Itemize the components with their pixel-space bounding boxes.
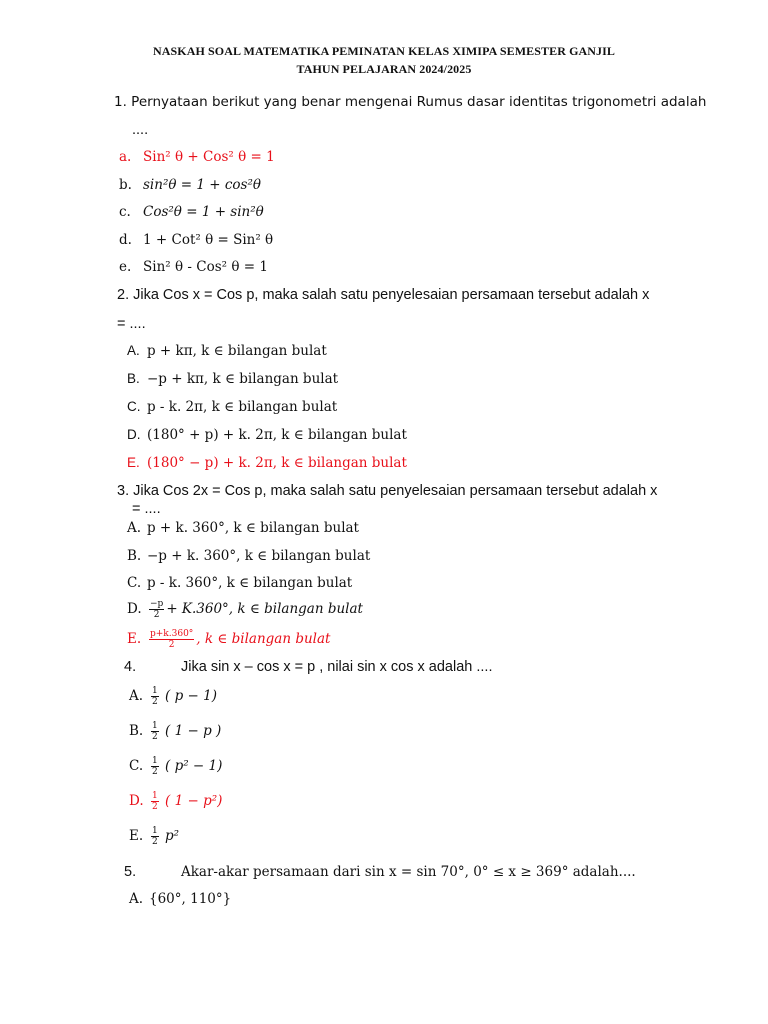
- fraction-denominator: 2: [152, 697, 158, 707]
- option-label: B.: [127, 371, 140, 386]
- fraction-numerator: 1: [152, 721, 158, 731]
- option-label: D.: [127, 427, 141, 442]
- q2-option-a: [127, 343, 327, 359]
- fraction-numerator: 1: [152, 756, 158, 766]
- option-label: E.: [127, 631, 142, 647]
- q3-option-d: [127, 599, 363, 620]
- fraction: [151, 686, 159, 707]
- option-text: ( 1 − p²): [165, 793, 223, 809]
- option-text: (180° − p) + k. 2π, k ∈ bilangan bulat: [147, 455, 407, 471]
- q1-option-e: [119, 259, 268, 275]
- fraction-numerator: 1: [152, 791, 158, 801]
- fraction: [149, 629, 194, 650]
- fraction: [151, 826, 159, 847]
- fraction-numerator: p+k.360°: [150, 629, 194, 639]
- option-text: ( p² − 1): [165, 758, 223, 774]
- option-text: {60°, 110°}: [149, 891, 232, 907]
- option-text: −p + kπ, k ∈ bilangan bulat: [147, 371, 339, 387]
- q3-option-a: [127, 520, 359, 536]
- fraction-denominator: 2: [152, 837, 158, 847]
- option-label: a.: [119, 149, 132, 165]
- q2-option-b: [127, 371, 338, 387]
- header-line-2: TAHUN PELAJARAN 2024/2025: [296, 62, 472, 76]
- q4-option-d: [129, 791, 222, 812]
- option-label: E.: [127, 455, 140, 470]
- q2-option-e: [127, 455, 407, 471]
- option-text: p²: [165, 828, 180, 844]
- q3-option-e: [127, 629, 330, 650]
- fraction: [151, 791, 159, 812]
- option-text: (180° + p) + k. 2π, k ∈ bilangan bulat: [147, 427, 407, 443]
- question-3-continuation: = ....: [132, 501, 161, 517]
- fraction-numerator: 1: [152, 686, 158, 696]
- option-text: , k ∈ bilangan bulat: [196, 631, 331, 647]
- option-label: C.: [127, 575, 142, 591]
- fraction-denominator: 2: [168, 640, 175, 650]
- option-text: ( p − 1): [165, 688, 217, 704]
- option-label: D.: [129, 793, 144, 809]
- fraction-numerator: −p: [150, 599, 164, 609]
- q1-option-d: [119, 232, 273, 248]
- question-2-continuation: = ....: [117, 316, 146, 332]
- question-5-text: Akar-akar persamaan dari sin x = sin 70°, 0° ≤ x ≥ 369° adalah....: [181, 864, 636, 880]
- option-label: A.: [129, 891, 144, 907]
- fraction-denominator: 2: [152, 732, 158, 742]
- question-4-text: Jika sin x – cos x = p , nilai sin x cos x adalah ....: [181, 659, 493, 675]
- option-label: B.: [127, 548, 142, 564]
- fraction-denominator: 2: [152, 802, 158, 812]
- header-line-1: NASKAH SOAL MATEMATIKA PEMINATAN KELAS XIMIPA SEMESTER GANJIL: [152, 44, 616, 58]
- fraction: [149, 599, 164, 620]
- q3-option-c: [127, 575, 352, 591]
- fraction-denominator: 2: [153, 610, 160, 620]
- option-label: B.: [129, 723, 144, 739]
- option-text: Cos²θ = 1 + sin²θ: [143, 204, 264, 220]
- q4-option-e: [129, 826, 179, 847]
- option-text: p - k. 2π, k ∈ bilangan bulat: [147, 399, 338, 415]
- question-1-continuation: ....: [132, 122, 149, 138]
- question-2-text: 2. Jika Cos x = Cos p, maka salah satu penyelesaian persamaan tersebut adalah x: [117, 287, 650, 303]
- option-label: C.: [127, 399, 141, 414]
- option-label: b.: [119, 177, 132, 193]
- option-label: D.: [127, 601, 142, 617]
- q3-option-b: [127, 548, 370, 564]
- q1-option-c: [119, 204, 264, 220]
- fraction: [151, 721, 159, 742]
- q1-option-b: [119, 177, 261, 193]
- q2-option-c: [127, 399, 337, 415]
- fraction-denominator: 2: [152, 767, 158, 777]
- question-5-number: 5.: [124, 864, 137, 880]
- q4-option-c: [129, 756, 222, 777]
- option-text: p + kπ, k ∈ bilangan bulat: [147, 343, 327, 359]
- question-4-number: 4.: [124, 659, 137, 675]
- option-label: c.: [119, 204, 131, 220]
- option-label: A.: [127, 343, 140, 358]
- option-text: Sin² θ - Cos² θ = 1: [143, 259, 268, 275]
- option-text: −p + k. 360°, k ∈ bilangan bulat: [147, 548, 371, 564]
- option-label: A.: [129, 688, 144, 704]
- option-label: e.: [119, 259, 132, 275]
- option-text: p + k. 360°, k ∈ bilangan bulat: [147, 520, 359, 536]
- option-label: C.: [129, 758, 144, 774]
- q4-option-a: [129, 686, 217, 707]
- option-label: E.: [129, 828, 144, 844]
- option-text: p - k. 360°, k ∈ bilangan bulat: [147, 575, 353, 591]
- question-3-text: 3. Jika Cos 2x = Cos p, maka salah satu penyelesaian persamaan tersebut adalah x: [117, 483, 658, 499]
- q1-option-a: [119, 149, 275, 165]
- fraction-numerator: 1: [152, 826, 158, 836]
- option-text: + K.360°, k ∈ bilangan bulat: [166, 601, 363, 617]
- q4-option-b: [129, 721, 221, 742]
- option-label: A.: [127, 520, 142, 536]
- option-text: 1 + Cot² θ = Sin² θ: [143, 232, 274, 248]
- q5-option-a: [129, 891, 231, 907]
- option-label: d.: [119, 232, 132, 248]
- question-1-text: 1. Pernyataan berikut yang benar mengenai Rumus dasar identitas trigonometri adalah: [114, 94, 707, 110]
- option-text: Sin² θ + Cos² θ = 1: [143, 149, 275, 165]
- option-text: sin²θ = 1 + cos²θ: [143, 177, 262, 193]
- option-text: ( 1 − p ): [165, 723, 222, 739]
- fraction: [151, 756, 159, 777]
- q2-option-d: [127, 427, 407, 443]
